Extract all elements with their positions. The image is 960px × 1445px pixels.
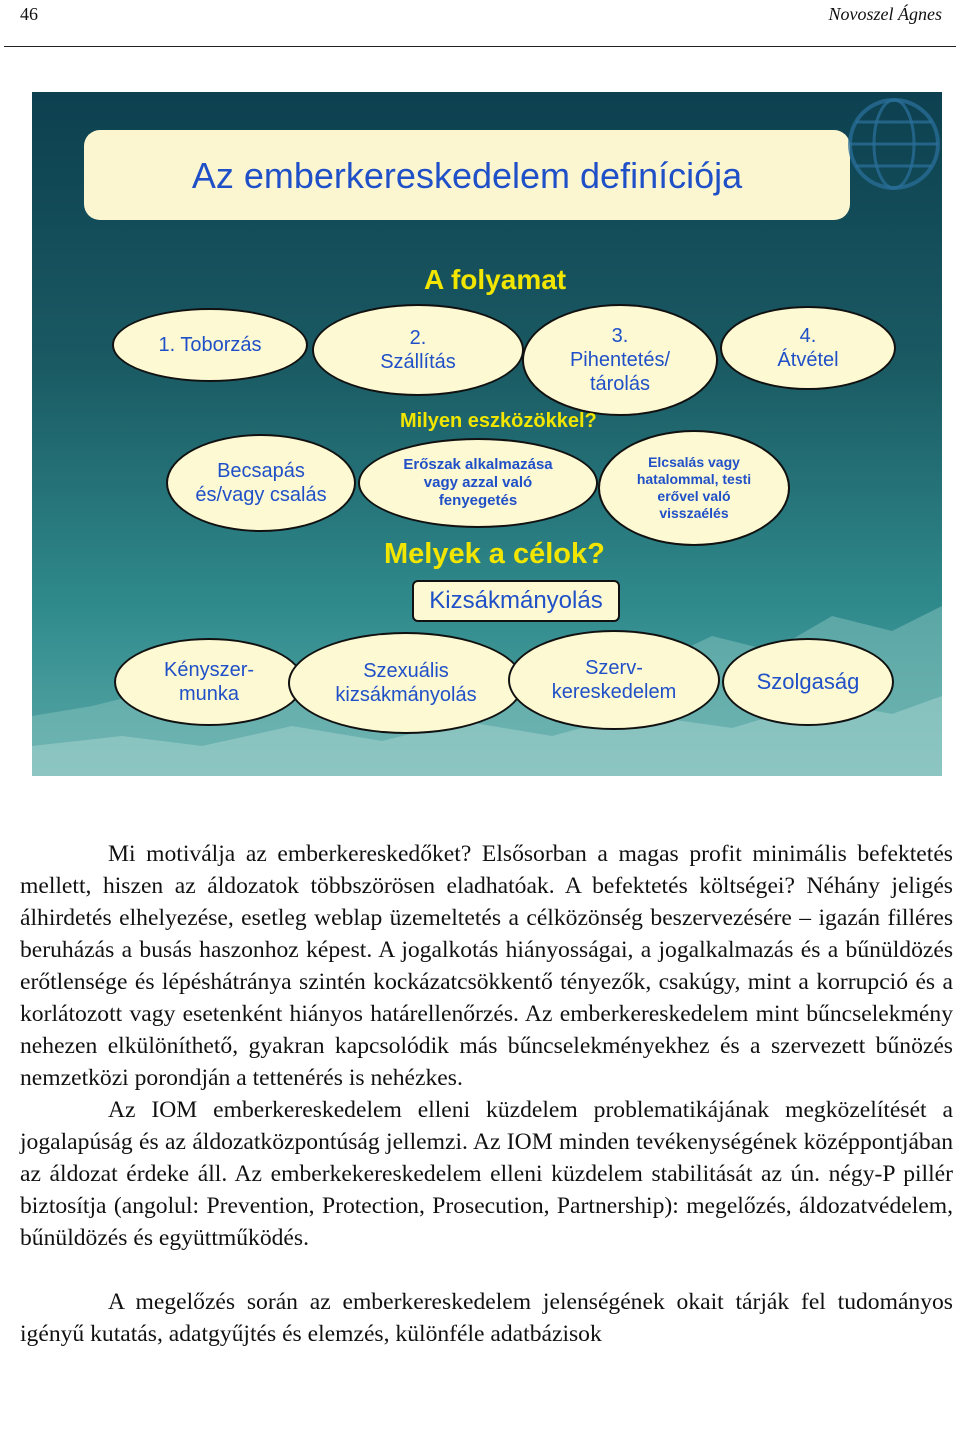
goal-forced-labour-label: Kényszer- munka xyxy=(163,659,255,705)
means-abuse-label: Elcsalás vagy hatalommal, testi erővel való visszaélés xyxy=(636,454,752,521)
goal-organ-trafficking xyxy=(508,630,720,730)
means-deception xyxy=(166,434,356,532)
means-abuse xyxy=(598,430,790,546)
page-number: 46 xyxy=(20,4,38,24)
step-transport-label: 2. Szállítás xyxy=(380,327,456,373)
goal-servitude xyxy=(722,638,894,726)
body-text xyxy=(20,838,953,1350)
slide-title-box xyxy=(84,130,850,220)
step-recruitment xyxy=(112,308,308,382)
header-divider xyxy=(4,46,956,47)
page-header xyxy=(0,0,960,48)
paragraph-3: A megelőzés során az emberkereskedelem jelenségének okait tárják fel tudományos igényű kutatás, adatgyűjtés és elemzés, különféle adatbázisok xyxy=(20,1289,953,1347)
process-heading: A folyamat xyxy=(424,264,567,295)
means-force-label: Erőszak alkalmazása vagy azzal való fenyegetés xyxy=(403,456,553,509)
goal-forced-labour xyxy=(114,638,304,726)
goal-sexual-exploitation xyxy=(288,632,524,734)
step-receipt-label: 4. Átvétel xyxy=(777,325,839,371)
means-heading: Milyen eszközökkel? xyxy=(400,410,597,432)
step-receipt xyxy=(720,306,896,390)
author-name: Novoszel Ágnes xyxy=(828,4,942,24)
means-deception-label: Becsapás és/vagy csalás xyxy=(195,460,327,506)
means-force xyxy=(358,438,598,528)
goal-organ-trafficking-label: Szerv- kereskedelem xyxy=(551,657,677,703)
definition-slide xyxy=(32,92,942,776)
step-transport xyxy=(312,304,524,396)
paragraph-1: Mi motiválja az emberkereskedőket? Elsősorban a magas profit minimális befektetés mellett, hiszen az áldozatok többszörösen eladhatóak. A befektetés költségei? Néhány jeligés álhirdetés elhelyezése, esetleg weblap üzemeltetés a célközönség beszervezésére – igazán filléres beruházás a busás haszonhoz képest. A jogalkotás hiányosságai, a jogalkalmazás és a bűnüldözés erőtlensége és lépéshátránya szintén kockázatcsökkentő tényezők, csakúgy, mint a korrupció és a korlátozott vagy esetenként hiányos határellenőrzés. Az emberkereskedelem mint bűncselekmény nehezen elkülöníthető, gyakran kapcsolódik más bűncselekményekhez és a szervezett bűnözés nemzetközi porondján a tettenérés is nehézkes. xyxy=(20,841,953,1091)
paragraph-2: Az IOM emberkereskedelem elleni küzdelem problematikájának megközelítését a jogalapúság és az áldozatközpontúság jellemzi. Az IOM minden tevékenységének középpontjában az áldozat érdeke áll. Az emberkekereskedelem elleni küzdelem stabilitását az ún. négy-P pillér biztosítja (angolul: Prevention, Protection, Prosecution, Partnership): megelőzés, áldozatvédelem, bűnüldözés és együttműködés. xyxy=(20,1097,953,1251)
step-recruitment-label: 1. Toborzás xyxy=(158,334,262,356)
goal-servitude-label: Szolgaság xyxy=(756,668,860,694)
step-storage-label: 3. Pihentetés/ tárolás xyxy=(569,325,671,395)
goals-heading: Melyek a célok? xyxy=(384,538,605,570)
step-storage xyxy=(522,304,718,416)
exploitation-box: Kizsákmányolás xyxy=(412,580,620,622)
goal-sexual-exploitation-label: Szexuális kizsákmányolás xyxy=(335,660,477,706)
slide-title: Az emberkereskedelem definíciója xyxy=(191,155,743,196)
iom-logo-icon xyxy=(824,92,942,202)
